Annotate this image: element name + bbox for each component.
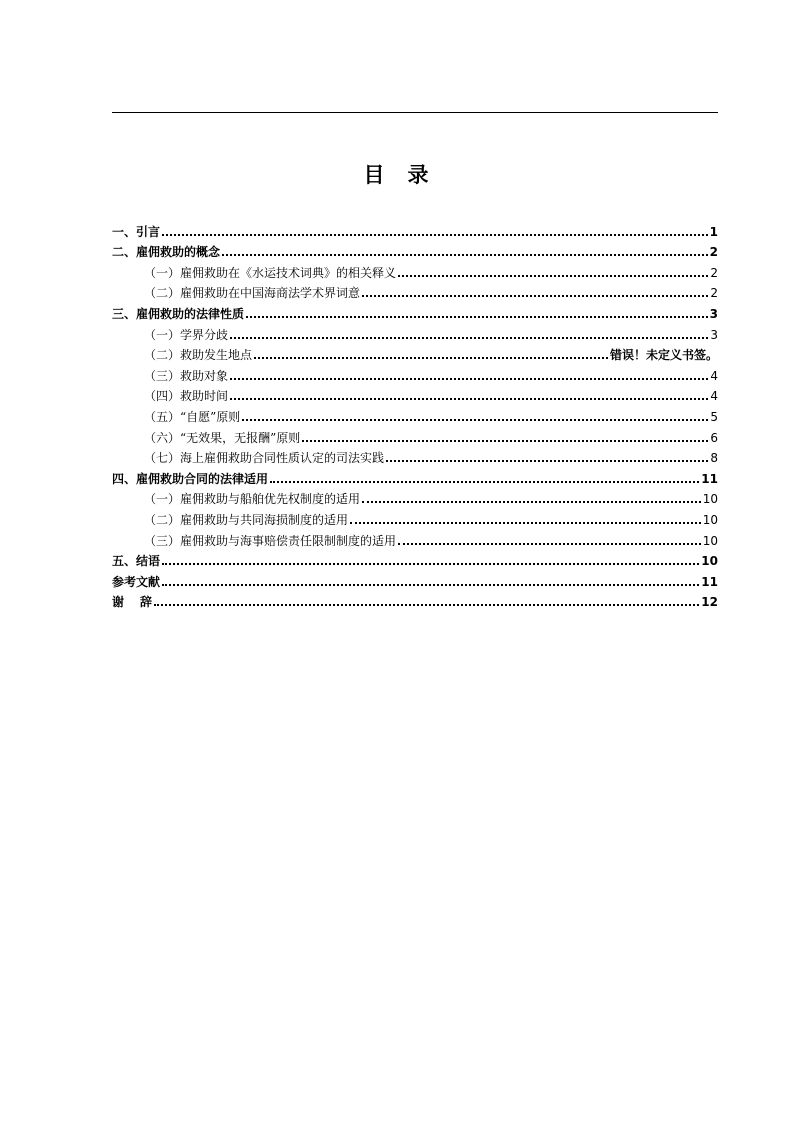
- page-title-char-1: 目: [363, 163, 386, 187]
- toc-entry-label: （六）“无效果，无报酬”原则: [144, 430, 301, 445]
- toc-entry-label: 三、雇佣救助的法律性质: [112, 306, 245, 321]
- toc-entry-label: （三）雇佣救助与海事赔偿责任限制制度的适用: [144, 533, 397, 548]
- toc-entry-no-cure-no-pay[interactable]: [112, 424, 718, 445]
- dot-leader: [230, 333, 708, 339]
- toc-entry-label: 二、雇佣救助的概念: [112, 245, 221, 260]
- dot-leader: [254, 353, 608, 359]
- toc-entry-page: 10: [702, 533, 718, 548]
- dot-leader: [398, 539, 701, 545]
- toc-entry-label: （一）雇佣救助在《水运技术词典》的相关释义: [144, 265, 397, 280]
- toc-entry-page: 2: [710, 265, 718, 280]
- toc-entry-page: 6: [710, 430, 718, 445]
- toc-entry-conclusion[interactable]: [112, 548, 718, 569]
- toc-entry-label: （一）雇佣救助与船舶优先权制度的适用: [144, 492, 361, 507]
- toc-entry-label: （四）救助时间: [144, 389, 229, 404]
- dot-leader: [362, 291, 708, 297]
- toc-entry-label-char-2: 辞: [140, 595, 153, 610]
- toc-entry-page: 5: [710, 409, 718, 424]
- toc-entry-voluntary-principle[interactable]: [112, 403, 718, 424]
- toc-entry-maritime-lien[interactable]: [112, 486, 718, 507]
- toc-entry-page: 10: [701, 554, 718, 569]
- toc-entry-label: （一）学界分歧: [144, 327, 229, 342]
- dot-leader: [162, 230, 708, 236]
- toc-entry-label-char-1: 谢: [112, 595, 125, 610]
- toc-entry-page: 11: [701, 471, 718, 486]
- toc-entry-label: [112, 595, 154, 609]
- toc-entry-label: 一、引言: [112, 224, 161, 239]
- toc-entry-introduction[interactable]: [112, 218, 718, 239]
- toc-entry-page: 8: [710, 451, 718, 466]
- page-title: [0, 160, 793, 190]
- dot-leader: [302, 436, 708, 442]
- dot-leader: [362, 497, 701, 503]
- toc-entry-page: 10: [702, 512, 718, 527]
- dot-leader: [230, 394, 708, 400]
- toc-entry-concept-academia[interactable]: [112, 280, 718, 301]
- toc-entry-salvage-object[interactable]: [112, 362, 718, 383]
- dot-leader: [246, 312, 708, 318]
- toc-entry-page: 3: [709, 306, 718, 321]
- dot-leader: [350, 518, 701, 524]
- dot-leader: [242, 415, 708, 421]
- dot-leader: [270, 477, 699, 483]
- toc-entry-label: （二）雇佣救助与共同海损制度的适用: [144, 512, 349, 527]
- toc-entry-label: （五）“自愿”原则: [144, 409, 241, 424]
- toc-entry-legal-nature[interactable]: [112, 300, 718, 321]
- toc-entry-page: 4: [710, 389, 718, 404]
- toc-entry-page: 3: [710, 327, 718, 342]
- toc-entry-page: 1: [709, 224, 718, 239]
- page-title-char-2: 录: [407, 163, 430, 187]
- dot-leader: [386, 456, 708, 462]
- toc-entry-page: 2: [710, 286, 718, 301]
- toc-entry-page: 11: [701, 574, 718, 589]
- toc-entry-liability-limitation[interactable]: [112, 527, 718, 548]
- header-rule: [112, 112, 718, 113]
- dot-leader: [398, 271, 708, 277]
- toc-entry-references[interactable]: [112, 568, 718, 589]
- toc-entry-page: 4: [710, 368, 718, 383]
- toc-entry-label: 四、雇佣救助合同的法律适用: [112, 471, 269, 486]
- toc-entry-label: （三）救助对象: [144, 368, 229, 383]
- toc-entry-salvage-location[interactable]: [112, 342, 718, 363]
- toc-entry-page: 10: [702, 492, 718, 507]
- dot-leader: [222, 250, 708, 256]
- toc-entry-label: （二）救助发生地点: [144, 348, 253, 363]
- toc-entry-label: （七）海上雇佣救助合同性质认定的司法实践: [144, 451, 385, 466]
- toc-entry-law-application[interactable]: [112, 465, 718, 486]
- toc-entry-page: 12: [701, 595, 718, 610]
- dot-leader: [162, 580, 699, 586]
- toc-entry-judicial-practice[interactable]: [112, 445, 718, 466]
- toc-entry-academic-disputes[interactable]: [112, 321, 718, 342]
- toc-entry-concept[interactable]: [112, 239, 718, 260]
- toc-entry-page: 2: [709, 245, 718, 260]
- toc-entry-salvage-time[interactable]: [112, 383, 718, 404]
- toc-entry-concept-dictionary[interactable]: [112, 259, 718, 280]
- toc-entry-label: 参考文献: [112, 574, 161, 589]
- dot-leader: [230, 374, 708, 380]
- table-of-contents: [112, 218, 718, 609]
- dot-leader: [154, 600, 699, 606]
- toc-entry-label: （二）雇佣救助在中国海商法学术界词意: [144, 286, 361, 301]
- toc-entry-acknowledgements[interactable]: [112, 589, 718, 610]
- toc-entry-bookmark-error: 错误！未定义书签。: [609, 348, 718, 363]
- dot-leader: [162, 559, 699, 565]
- toc-entry-label: 五、结语: [112, 554, 161, 569]
- toc-entry-general-average[interactable]: [112, 506, 718, 527]
